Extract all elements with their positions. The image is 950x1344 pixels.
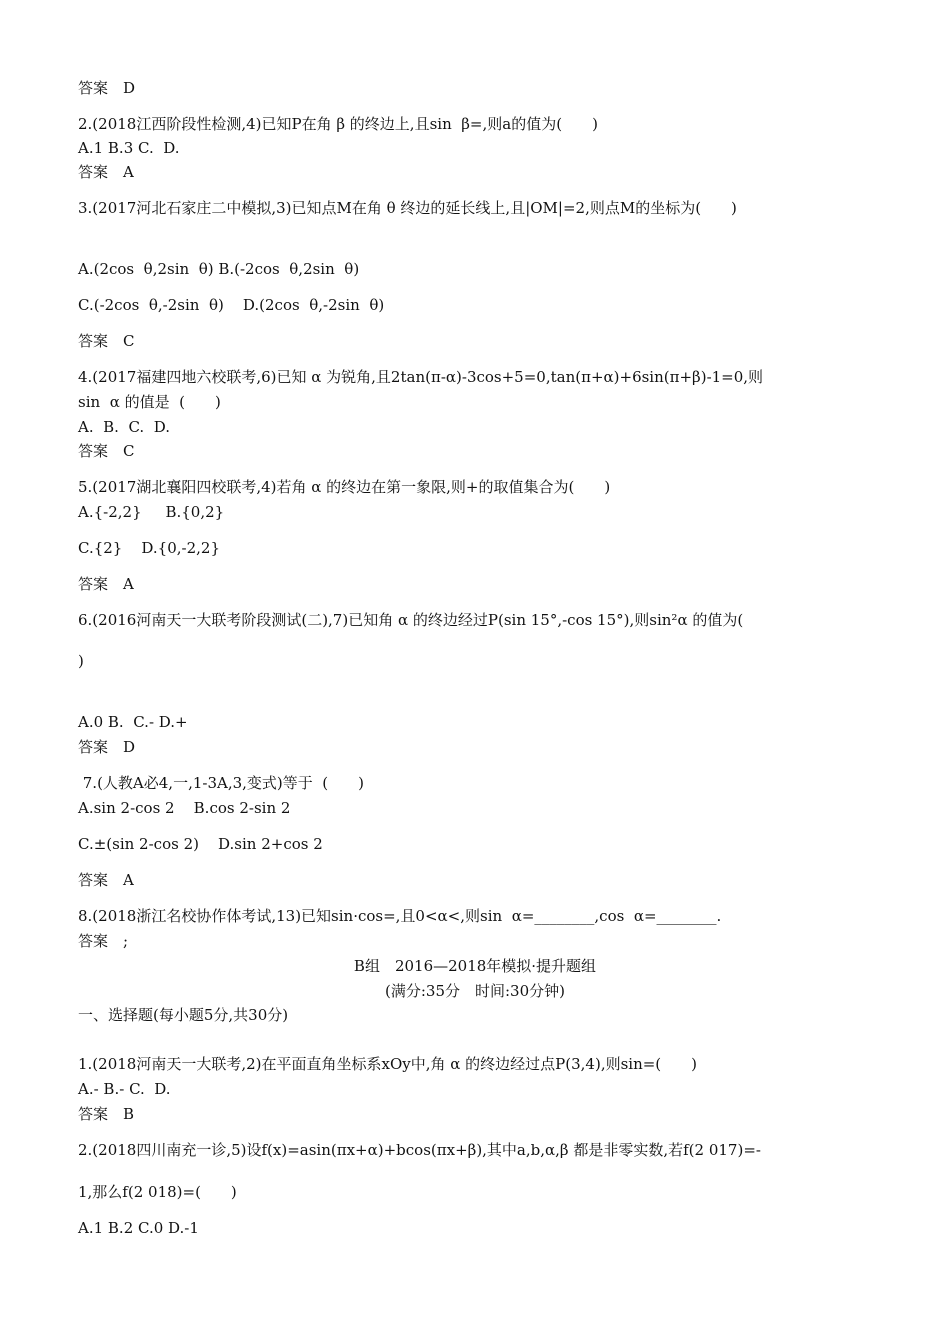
answer-line: 答案 C bbox=[78, 332, 135, 350]
question-7: 7.(人教A必4,一,1-3A,3,变式)等于 ( ) bbox=[78, 774, 365, 792]
question-6: 6.(2016河南天一大联考阶段测试(二),7)已知角 α 的终边经过P(sin 15°,-cos 15°),则sin²α 的值为( bbox=[78, 611, 744, 629]
section-heading: 一、选择题(每小题5分,共30分) bbox=[78, 1006, 289, 1024]
question-5: 5.(2017湖北襄阳四校联考,4)若角 α 的终边在第一象限,则+的取值集合为( ) bbox=[78, 478, 611, 496]
question-4: 4.(2017福建四地六校联考,6)已知 α 为锐角,且2tan(π-α)-3cos+5=0,tan(π+α)+6sin(π+β)-1=0,则 bbox=[78, 368, 764, 386]
options-line: A.{-2,2} B.{0,2} bbox=[78, 503, 225, 521]
answer-line: 答案 D bbox=[78, 79, 136, 97]
answer-line: 答案 A bbox=[78, 871, 134, 889]
options-line: C.(-2cos θ,-2sin θ) D.(2cos θ,-2sin θ) bbox=[78, 296, 385, 314]
options-line: A. B. C. D. bbox=[78, 418, 170, 436]
question-2: 2.(2018江西阶段性检测,4)已知P在角 β 的终边上,且sin β=,则a的值为( ) bbox=[78, 115, 598, 133]
section-subtitle: (满分:35分 时间:30分钟) bbox=[385, 982, 565, 1000]
options-line: A.1 B.3 C. D. bbox=[78, 139, 180, 157]
options-line: A.1 B.2 C.0 D.-1 bbox=[78, 1219, 199, 1237]
answer-line: 答案 D bbox=[78, 738, 136, 756]
options-line: A.sin 2-cos 2 B.cos 2-sin 2 bbox=[78, 799, 291, 817]
options-line: A.0 B. C.- D.+ bbox=[78, 713, 188, 731]
options-line: C.{2} D.{0,-2,2} bbox=[78, 539, 220, 557]
question-8: 8.(2018浙江名校协作体考试,13)已知sin·cos=,且0<α<,则sin α=________,cos α=________. bbox=[78, 907, 722, 925]
section-title: B组 2016—2018年模拟·提升题组 bbox=[353, 957, 597, 975]
options-line: A.- B.- C. D. bbox=[78, 1080, 171, 1098]
question-4-cont: sin α 的值是 ( ) bbox=[78, 393, 221, 411]
answer-line: 答案 C bbox=[78, 442, 135, 460]
question-3: 3.(2017河北石家庄二中模拟,3)已知点M在角 θ 终边的延长线上,且|OM|=2,则点M的坐标为( ) bbox=[78, 199, 737, 217]
answer-line: 答案 A bbox=[78, 575, 134, 593]
options-line: A.(2cos θ,2sin θ) B.(-2cos θ,2sin θ) bbox=[78, 260, 360, 278]
question-b2: 2.(2018四川南充一诊,5)设f(x)=asin(πx+α)+bcos(πx+β),其中a,b,α,β 都是非零实数,若f(2 017)=- bbox=[78, 1141, 761, 1159]
question-b2-cont: 1,那么f(2 018)=( ) bbox=[78, 1183, 237, 1201]
answer-line: 答案 A bbox=[78, 163, 134, 181]
answer-line: 答案 ; bbox=[78, 932, 129, 950]
options-line: C.±(sin 2-cos 2) D.sin 2+cos 2 bbox=[78, 835, 323, 853]
question-b1: 1.(2018河南天一大联考,2)在平面直角坐标系xOy中,角 α 的终边经过点P(3,4),则sin=( ) bbox=[78, 1055, 698, 1073]
answer-line: 答案 B bbox=[78, 1105, 135, 1123]
question-6-cont: ) bbox=[78, 652, 84, 670]
